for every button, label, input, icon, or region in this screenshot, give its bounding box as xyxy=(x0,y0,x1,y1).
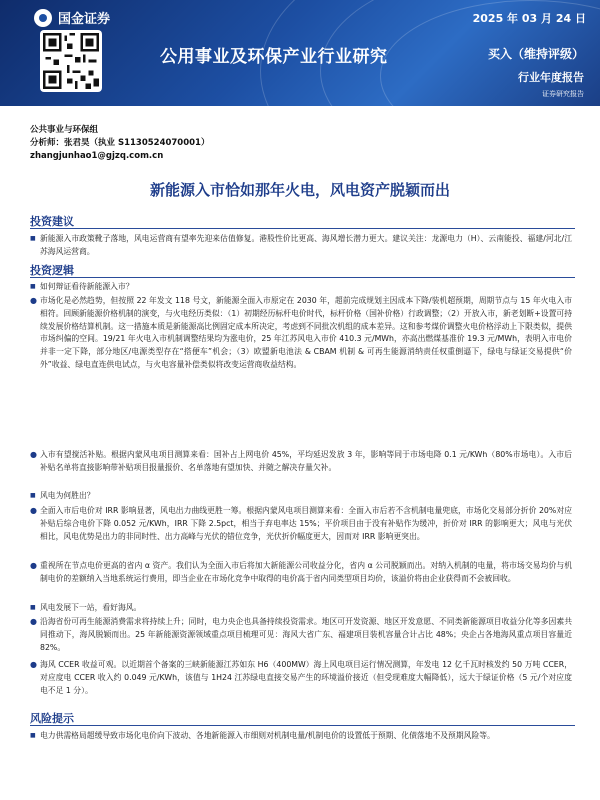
list-item: ■ 电力供需格局超缓导致市场化电价向下波动、各地新能源入市细则对机制电量/机制电价的设置低于预期、化债落地不及预期风险等。 xyxy=(40,730,572,743)
rating-badge: 买入（维持评级） xyxy=(487,47,584,61)
list-item: ■ 风电发展下一站，看好海风。 xyxy=(40,602,572,615)
industry-report-title: 公用事业及环保产业行业研究 xyxy=(160,47,388,67)
section-divider xyxy=(30,277,575,278)
list-item: ● 海风 CCER 收益可观。以近期首个备案的三峡新能源江苏如东 H6（400MW）海上风电项目运行情况测算，年发电 12 亿千瓦时核发约 50 万吨 CCER，对应度电 CCER 收入约 0.049 元/KWh，该值与 1H24 江苏绿电直接交易产生的环境溢价接近（但受现难度大幅降低），远大于绿证价格（5 元/个对应度电不足 1 分）。 xyxy=(30,660,572,695)
list-item: ● 入市有望搅活补贴。根据内蒙风电项目测算来看：国补占上网电价 45%，平均延迟发放 3 年，影响等同于市场电降 0.1 元/KWh（80%市场电）。入市后补贴名单将直接影响带补贴项目报量报价、名单落地有望加快、并随之解决存量欠补。 xyxy=(30,450,572,472)
analyst-email: zhangjunhao1@gjzq.com.cn xyxy=(30,151,164,161)
dot-bullet-icon: ● xyxy=(30,561,37,570)
list-item: ● 全面入市后电价对 IRR 影响显著，风电出力曲线更胜一筹。根据内蒙风电项目测算来看：全面入市后若不含机制电量兜底，市场化交易部分折价 20%对应补贴后综合电价下降 0.052 元/KWh，IRR 下降 2.5pct，相当于弃电率达 15%；平价项目由于没有补贴作为缓冲，折价对 IRR 的影响更大；风电与光伏相比，风电优势是出力的非同时性、出力高峰与光伏的错位竞争，光伏折价幅度更大，因而对 IRR 影响更突出。 xyxy=(30,506,572,541)
report-org-label: 证券研究报告 xyxy=(542,90,584,98)
logo-icon xyxy=(34,9,52,27)
list-item: ● 市场化是必然趋势，但按照 22 年发文 118 号文，新能源全面入市原定在 2030 年，超前完成规划主因成本下降/装机超预期，周期节点与 15 年火电入市相符。回顾新能源价格机制的演变，与火电经历类似：（1）初期经历标杆电价时代，标杆价格（国补价格）行政调整；（2）开放入市，新老划断+设置可持续发展价格结算机制。这一措施本质是新能源高比例固定成本所决定，考虑到不同批次机组的成本差异。这和参考煤价调整火电价格浮动上下限类似，提供市场纠偏的空间。19/21 年火电入市机制调整结果均为涨电价，25 年江苏风电入市价 410.3 元/MWh，亦高出燃煤基准价 19.3 元/MWh，表明入市电价并非一定下降，部分地区/电源类型存在“搭便车”机会；（3）欧盟新电池法 & CBAM 机制 & 可再生能源消纳责任权重倒逼下，绿电与绿证交易提供“价外”收益、绿电直连供电试点，与火电容量补偿类似将改变运营商收益结构。 xyxy=(30,296,572,369)
report-type-label: 行业年度报告 xyxy=(518,71,584,84)
square-bullet-icon: ■ xyxy=(30,604,36,611)
square-bullet-icon: ■ xyxy=(30,732,36,739)
dot-bullet-icon: ● xyxy=(30,617,37,626)
dot-bullet-icon: ● xyxy=(30,506,37,515)
square-bullet-icon: ■ xyxy=(30,283,36,290)
section-heading-investment-advice: 投资建议 xyxy=(30,215,74,228)
square-bullet-icon: ■ xyxy=(30,235,36,242)
list-item: ● 沿海省份可再生能源消费需求将持续上升；同时，电力央企也具备持续投资需求。地区可开发资源、地区开发意愿、不同类新能源项目收益分化等多因素共同推动下，海风脱颖而出。25 年新能源资源领域重点项目梳理可见：海风大省广东、福建项目装机容量合计占比 48%；央企占各地海风重点项目容量近 82%。 xyxy=(30,617,572,652)
list-item: ● 重视所在节点电价更高的省内 α 资产。我们认为全面入市后将加大新能源公司收益分化，省内 α 公司脱颖而出。对纳入机制的电量，将市场交易均价与机制电价的差额纳入当地系统运行费用，即当企业在市场化竞争中取得的电价高于省内同类型项目均价，该溢价将由企业获得而不会被回收。 xyxy=(30,561,572,583)
report-date: 2025 年 03 月 24 日 xyxy=(472,12,586,25)
page-title: 新能源入市恰如那年火电，风电资产脱颖而出 xyxy=(149,181,450,199)
author-block xyxy=(30,124,209,163)
brand-logo xyxy=(34,8,110,27)
list-item: ■ 风电为何胜出？ xyxy=(40,490,572,503)
research-group: 公共事业与环保组 xyxy=(30,125,99,135)
list-item: ■ 如何辩证看待新能源入市？ xyxy=(40,281,572,294)
qr-code-icon xyxy=(40,30,102,92)
section-divider xyxy=(30,725,575,726)
square-bullet-icon: ■ xyxy=(30,492,36,499)
section-divider xyxy=(30,228,575,229)
dot-bullet-icon: ● xyxy=(30,660,37,669)
list-item: ■ 新能源入市政策靴子落地，风电运营商有望率先迎来估值修复。港股性价比更高、海风增长潜力更大。建议关注：龙源电力（H）、云南能投、福建/河北/江苏海风运营商。 xyxy=(30,234,572,256)
analyst-name: 分析师：张君昊（执业 S1130524070001） xyxy=(30,138,210,148)
section-heading-risk-warning: 风险提示 xyxy=(30,712,74,725)
section-heading-investment-logic: 投资逻辑 xyxy=(30,264,74,277)
report-header-banner xyxy=(0,0,600,106)
logo-text: 国金证券 xyxy=(58,12,111,27)
dot-bullet-icon: ● xyxy=(30,450,37,459)
dot-bullet-icon: ● xyxy=(30,296,37,305)
